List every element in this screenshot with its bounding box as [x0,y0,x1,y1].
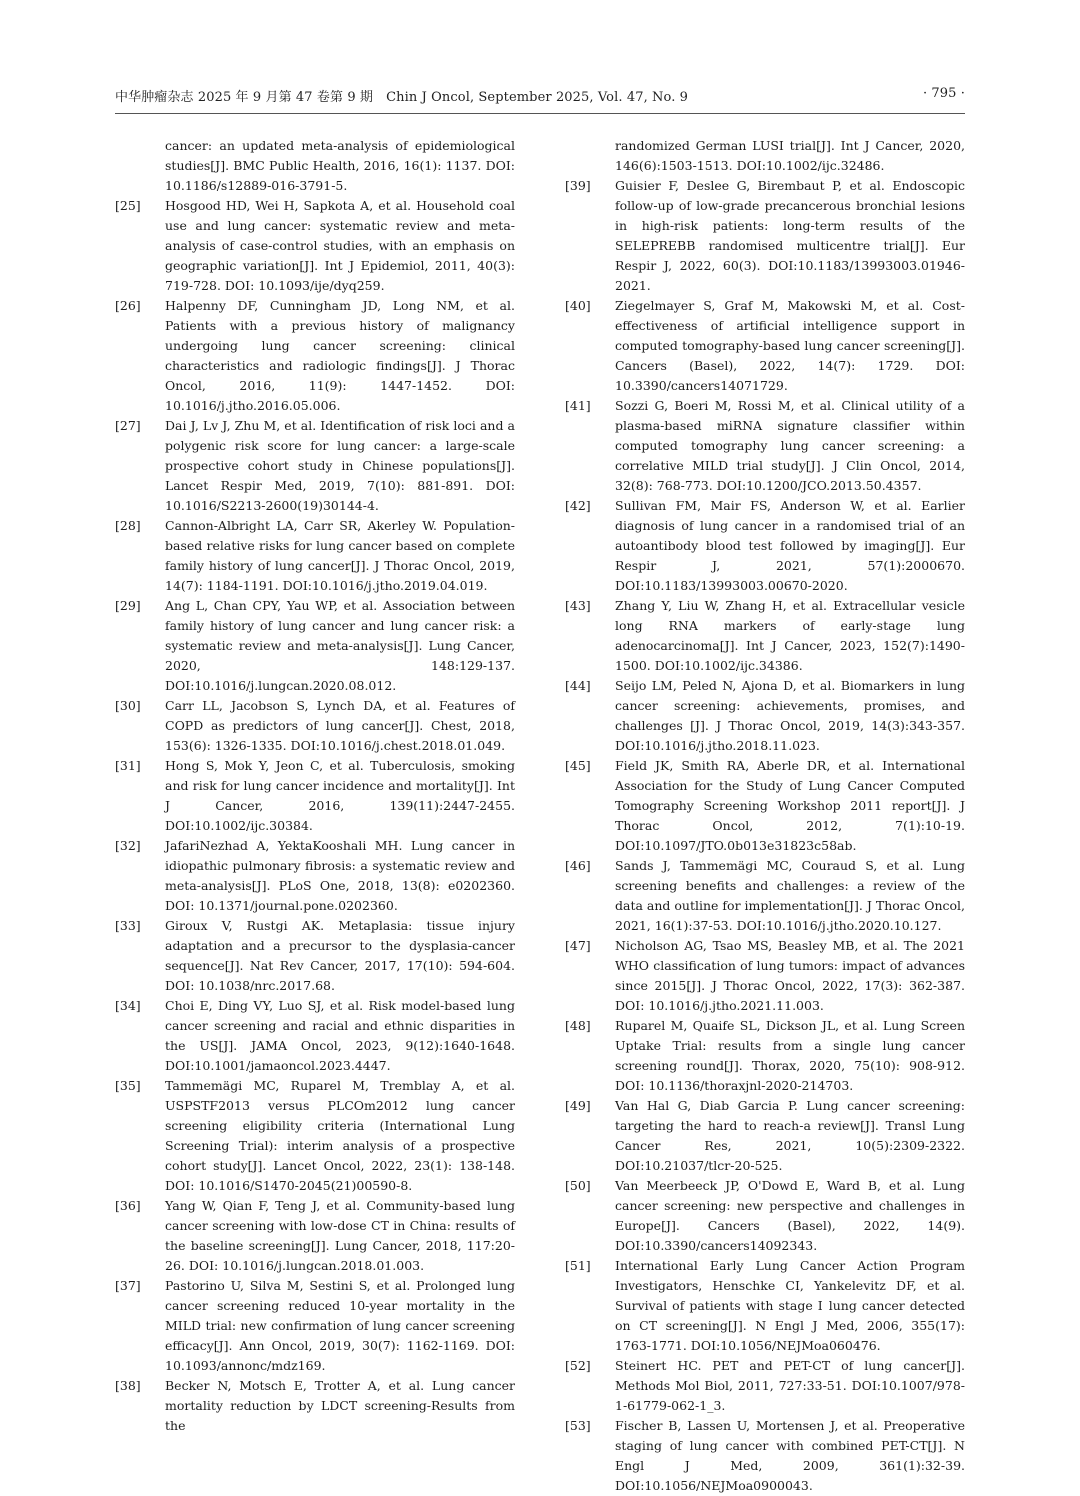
reference-text: Ang L, Chan CPY, Yau WP, et al. Association between family history of lung cancer and lung cancer risk: a systematic review and meta-analysis[J]. Lung Cancer, 2020, 148:129-137. DOI:10.1016/j.lungcan.2020.08.012. [165,598,515,693]
reference-number: [30] [115,698,141,713]
reference-number: [41] [565,398,591,413]
reference-text: Steinert HC. PET and PET-CT of lung cancer[J]. Methods Mol Biol, 2011, 727:33-51. DOI:10.1007/978-1-61779-062-1_3. [615,1358,965,1413]
reference-text: Van Meerbeeck JP, O'Dowd E, Ward B, et al. Lung cancer screening: new perspective and challenges in Europe[J]. Cancers (Basel), 2022, 14(9). DOI:10.3390/cancers14092343. [615,1178,965,1253]
reference-number: [46] [565,858,591,873]
reference-entry [115,996,515,1076]
reference-number: [53] [565,1418,591,1433]
reference-number: [44] [565,678,591,693]
reference-entry [565,596,965,676]
reference-text: Seijo LM, Peled N, Ajona D, et al. Biomarkers in lung cancer screening: achievements, promises, and challenges [J]. J Thorac Oncol, 2019, 14(3):343-357. DOI:10.1016/j.jtho.2018.11.023. [615,678,965,753]
reference-number: [34] [115,998,141,1013]
reference-number: [48] [565,1018,591,1033]
reference-entry [565,296,965,396]
reference-entry [115,1376,515,1436]
reference-number: [36] [115,1198,141,1213]
reference-text: Halpenny DF, Cunningham JD, Long NM, et al. Patients with a previous history of malignancy undergoing lung cancer screening: clinical characteristics and radiologic findings[J]. J Thorac Oncol, 2016, 11(9): 1447-1452. DOI: 10.1016/j.jtho.2016.05.006. [165,298,515,413]
reference-text: International Early Lung Cancer Action Program Investigators, Henschke CI, Yankelevitz DF, et al. Survival of patients with stage Ⅰ lung cancer detected on CT screening[J]. N Engl J Med, 2006, 355(17): 1763-1771. DOI:10.1056/NEJMoa060476. [615,1258,965,1353]
reference-entry [115,136,515,196]
reference-text: cancer: an updated meta-analysis of epidemiological studies[J]. BMC Public Health, 2016, 16(1): 1137. DOI: 10.1186/s12889-016-3791-5. [165,138,515,193]
reference-text: Hosgood HD, Wei H, Sapkota A, et al. Household coal use and lung cancer: systematic review and meta-analysis of case-control studies, with an emphasis on geographic variation[J]. Int J Epidemiol, 2011, 40(3): 719-728. DOI: 10.1093/ije/dyq259. [165,198,515,293]
reference-text: Nicholson AG, Tsao MS, Beasley MB, et al. The 2021 WHO classification of lung tumors: impact of advances since 2015[J]. J Thorac Oncol, 2022, 17(3): 362-387. DOI: 10.1016/j.jtho.2021.11.003. [615,938,965,1013]
reference-text: Zhang Y, Liu W, Zhang H, et al. Extracellular vesicle long RNA markers of early-stage lung adenocarcinoma[J]. Int J Cancer, 2023, 152(7):1490-1500. DOI:10.1002/ijc.34386. [615,598,965,673]
reference-number: [51] [565,1258,591,1273]
reference-list-left-column [115,136,515,1436]
reference-number: [35] [115,1078,141,1093]
reference-text: Ruparel M, Quaife SL, Dickson JL, et al. Lung Screen Uptake Trial: results from a single lung cancer screening round[J]. Thorax, 2020, 75(10): 908-912. DOI: 10.1136/thoraxjnl-2020-214703. [615,1018,965,1093]
reference-text: Tammemägi MC, Ruparel M, Tremblay A, et al. USPSTF2013 versus PLCOm2012 lung cancer screening eligibility criteria (International Lung Screening Trial): interim analysis of a prospective cohort study[J]. Lancet Oncol, 2022, 23(1): 138-148. DOI: 10.1016/S1470-2045(21)00590-8. [165,1078,515,1193]
reference-text: Sullivan FM, Mair FS, Anderson W, et al. Earlier diagnosis of lung cancer in a randomised trial of an autoantibody blood test followed by imaging[J]. Eur Respir J, 2021, 57(1):2000670. DOI:10.1183/13993003.00670-2020. [615,498,965,593]
reference-number: [47] [565,938,591,953]
reference-text: Pastorino U, Silva M, Sestini S, et al. Prolonged lung cancer screening reduced 10-year mortality in the MILD trial: new confirmation of lung cancer screening efficacy[J]. Ann Oncol, 2019, 30(7): 1162-1169. DOI: 10.1093/annonc/mdz169. [165,1278,515,1373]
reference-entry [565,1016,965,1096]
reference-text: Becker N, Motsch E, Trotter A, et al. Lung cancer mortality reduction by LDCT screening-Results from the [165,1378,515,1433]
reference-entry [115,1196,515,1276]
reference-text: Van Hal G, Diab Garcia P. Lung cancer screening: targeting the hard to reach-a review[J]. Transl Lung Cancer Res, 2021, 10(5):2309-2322. DOI:10.21037/tlcr-20-525. [615,1098,965,1173]
reference-entry [565,936,965,1016]
reference-text: Fischer B, Lassen U, Mortensen J, et al. Preoperative staging of lung cancer with combined PET-CT[J]. N Engl J Med, 2009, 361(1):32-39. DOI:10.1056/NEJMoa0900043. [615,1418,965,1493]
reference-text: Sozzi G, Boeri M, Rossi M, et al. Clinical utility of a plasma-based miRNA signature classifier within computed tomography lung cancer screening: a correlative MILD trial study[J]. J Clin Oncol, 2014, 32(8): 768-773. DOI:10.1200/JCO.2013.50.4357. [615,398,965,493]
reference-text: Carr LL, Jacobson S, Lynch DA, et al. Features of COPD as predictors of lung cancer[J]. Chest, 2018, 153(6): 1326-1335. DOI:10.1016/j.chest.2018.01.049. [165,698,515,753]
reference-entry [565,176,965,296]
reference-number: [33] [115,918,141,933]
reference-text: Hong S, Mok Y, Jeon C, et al. Tuberculosis, smoking and risk for lung cancer incidence and mortality[J]. Int J Cancer, 2016, 139(11):2447-2455. DOI:10.1002/ijc.30384. [165,758,515,833]
reference-text: Sands J, Tammemägi MC, Couraud S, et al. Lung screening benefits and challenges: a review of the data and outline for implementation[J]. J Thorac Oncol, 2021, 16(1):37-53. DOI:10.1016/j.jtho.2020.10.127. [615,858,965,933]
reference-entry [565,856,965,936]
reference-text: Guisier F, Deslee G, Birembaut P, et al. Endoscopic follow-up of low-grade precancerous bronchial lesions in high-risk patients: long-term results of the SELEPREBB randomised multicentre trial[J]. Eur Respir J, 2022, 60(3). DOI:10.1183/13993003.01946-2021. [615,178,965,293]
reference-entry [115,1276,515,1376]
reference-entry [115,696,515,756]
reference-list-right-column [565,136,965,1496]
reference-entry [115,916,515,996]
reference-entry [565,1256,965,1356]
reference-text: Ziegelmayer S, Graf M, Makowski M, et al. Cost-effectiveness of artificial intelligence support in computed tomography-based lung cancer screening[J]. Cancers (Basel), 2022, 14(7): 1729. DOI: 10.3390/cancers14071729. [615,298,965,393]
header-rule [115,113,965,114]
reference-number: [52] [565,1358,591,1373]
reference-entry [115,516,515,596]
reference-number: [39] [565,178,591,193]
reference-entry [565,1416,965,1496]
reference-number: [50] [565,1178,591,1193]
reference-entry [565,1356,965,1416]
journal-running-title: 中华肿瘤杂志 2025 年 9 月第 47 卷第 9 期 Chin J Oncol, September 2025, Vol. 47, No. 9 [115,90,689,105]
reference-text: Cannon-Albright LA, Carr SR, Akerley W. Population-based relative risks for lung cancer based on complete family history of lung cancer[J]. J Thorac Oncol, 2019, 14(7): 1184-1191. DOI:10.1016/j.jtho.2019.04.019. [165,518,515,593]
reference-entry [565,1096,965,1176]
reference-text: Giroux V, Rustgi AK. Metaplasia: tissue injury adaptation and a precursor to the dysplasia-cancer sequence[J]. Nat Rev Cancer, 2017, 17(10): 594-604. DOI: 10.1038/nrc.2017.68. [165,918,515,993]
reference-entry [565,496,965,596]
reference-entry [115,1076,515,1196]
reference-number: [25] [115,198,141,213]
reference-number: [45] [565,758,591,773]
reference-number: [37] [115,1278,141,1293]
reference-entry [565,676,965,756]
reference-number: [29] [115,598,141,613]
reference-entry [115,196,515,296]
reference-entry [565,136,965,176]
reference-entry [115,836,515,916]
reference-text: Field JK, Smith RA, Aberle DR, et al. International Association for the Study of Lung Cancer Computed Tomography Screening Workshop 2011 report[J]. J Thorac Oncol, 2012, 7(1):10-19. DOI:10.1097/JTO.0b013e31823c58ab. [615,758,965,853]
reference-entry [115,296,515,416]
page-number: · 795 · [922,86,965,101]
reference-entry [115,416,515,516]
reference-number: [27] [115,418,141,433]
reference-number: [43] [565,598,591,613]
reference-text: Choi E, Ding VY, Luo SJ, et al. Risk model-based lung cancer screening and racial and ethnic disparities in the US[J]. JAMA Oncol, 2023, 9(12):1640-1648. DOI:10.1001/jamaoncol.2023.4447. [165,998,515,1073]
reference-text: JafariNezhad A, YektaKooshali MH. Lung cancer in idiopathic pulmonary fibrosis: a systematic review and meta-analysis[J]. PLoS One, 2018, 13(8): e0202360. DOI: 10.1371/journal.pone.0202360. [165,838,515,913]
reference-number: [40] [565,298,591,313]
reference-entry [115,756,515,836]
running-header [115,86,965,108]
reference-number: [28] [115,518,141,533]
reference-number: [26] [115,298,141,313]
reference-number: [31] [115,758,141,773]
reference-number: [38] [115,1378,141,1393]
reference-number: [49] [565,1098,591,1113]
reference-entry [565,756,965,856]
reference-text: Dai J, Lv J, Zhu M, et al. Identification of risk loci and a polygenic risk score for lung cancer: a large-scale prospective cohort study in Chinese populations[J]. Lancet Respir Med, 2019, 7(10): 881-891. DOI: 10.1016/S2213-2600(19)30144-4. [165,418,515,513]
reference-entry [115,596,515,696]
reference-entry [565,396,965,496]
reference-number: [32] [115,838,141,853]
reference-entry [565,1176,965,1256]
reference-text: Yang W, Qian F, Teng J, et al. Community-based lung cancer screening with low-dose CT in China: results of the baseline screening[J]. Lung Cancer, 2018, 117:20-26. DOI: 10.1016/j.lungcan.2018.01.003. [165,1198,515,1273]
reference-number: [42] [565,498,591,513]
reference-text: randomized German LUSI trial[J]. Int J Cancer, 2020, 146(6):1503-1513. DOI:10.1002/ijc.32486. [615,138,965,173]
